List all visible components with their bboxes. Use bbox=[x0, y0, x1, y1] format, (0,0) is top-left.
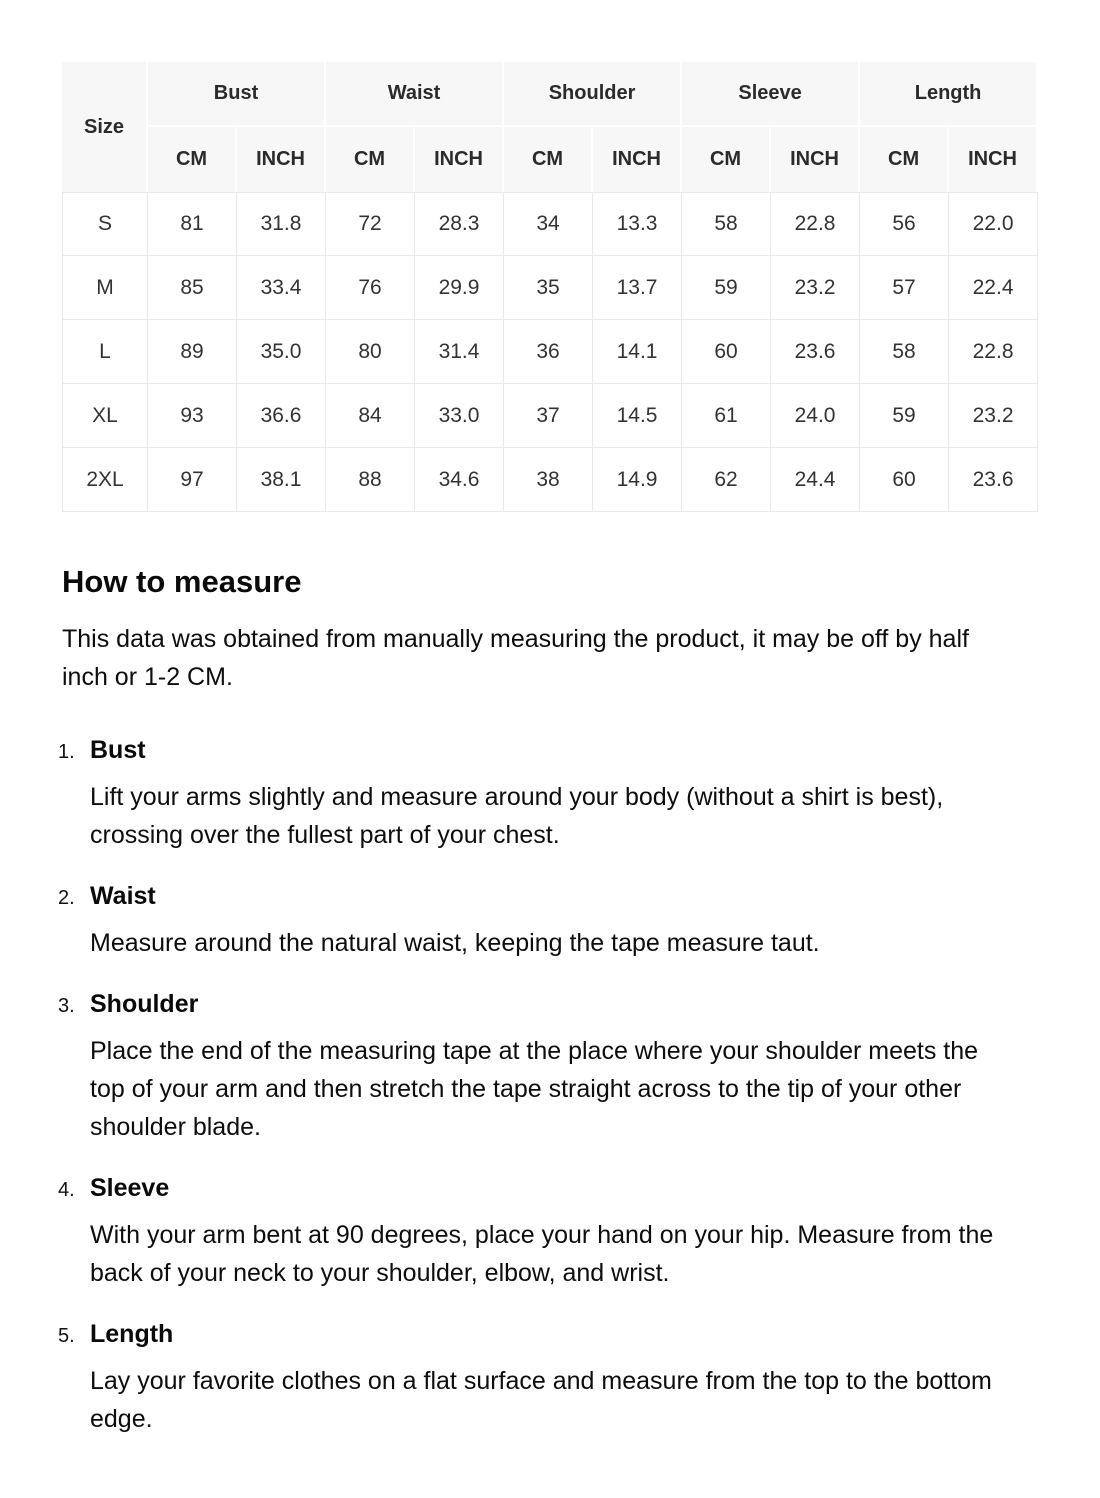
intro-text: This data was obtained from manually measuring the product, it may be off by half inch or 1-2 CM. bbox=[62, 625, 969, 691]
step-description: Lay your favorite clothes on a flat surface and measure from the top to the bottom edge. bbox=[90, 1367, 992, 1433]
size-chart-body bbox=[62, 192, 1038, 512]
measurement-cell: 22.0 bbox=[949, 192, 1038, 256]
size-cell: S bbox=[62, 192, 148, 256]
unit-header-length-inch: INCH bbox=[949, 127, 1038, 192]
measurement-cell: 80 bbox=[326, 320, 415, 384]
measurement-cell: 88 bbox=[326, 448, 415, 512]
table-row-2xl bbox=[62, 448, 1038, 512]
size-cell: XL bbox=[62, 384, 148, 448]
unit-header-sleeve-cm: CM bbox=[682, 127, 771, 192]
step-heading bbox=[58, 736, 1038, 765]
measurement-cell: 62 bbox=[682, 448, 771, 512]
measurement-cell: 22.8 bbox=[771, 192, 860, 256]
step-heading bbox=[58, 1320, 1038, 1349]
unit-header-bust-cm: CM bbox=[148, 127, 237, 192]
unit-header-waist-cm: CM bbox=[326, 127, 415, 192]
measurement-cell: 34.6 bbox=[415, 448, 504, 512]
measurement-cell: 84 bbox=[326, 384, 415, 448]
step-heading bbox=[58, 1174, 1038, 1203]
size-cell: 2XL bbox=[62, 448, 148, 512]
step-title: Length bbox=[90, 1320, 174, 1348]
step-heading bbox=[58, 882, 1038, 911]
unit-header-sleeve-inch: INCH bbox=[771, 127, 860, 192]
section-title: How to measure bbox=[62, 564, 302, 599]
measurement-cell: 59 bbox=[682, 256, 771, 320]
size-cell: L bbox=[62, 320, 148, 384]
measurement-cell: 23.2 bbox=[949, 384, 1038, 448]
measurement-cell: 37 bbox=[504, 384, 593, 448]
measurement-cell: 38 bbox=[504, 448, 593, 512]
measurement-cell: 56 bbox=[860, 192, 949, 256]
measurement-cell: 31.4 bbox=[415, 320, 504, 384]
step-title: Shoulder bbox=[90, 990, 199, 1018]
step-title: Sleeve bbox=[90, 1174, 170, 1202]
measurement-cell: 24.4 bbox=[771, 448, 860, 512]
step-description: Lift your arms slightly and measure around your body (without a shirt is best), crossing over the fullest part of your chest. bbox=[90, 783, 944, 849]
measurement-cell: 33.0 bbox=[415, 384, 504, 448]
measure-steps-list bbox=[58, 736, 1038, 1438]
measurement-cell: 89 bbox=[148, 320, 237, 384]
measurement-cell: 93 bbox=[148, 384, 237, 448]
measurement-cell: 72 bbox=[326, 192, 415, 256]
measurement-cell: 14.9 bbox=[593, 448, 682, 512]
group-header-shoulder: Shoulder bbox=[504, 62, 682, 127]
measure-step-sleeve bbox=[58, 1174, 1038, 1292]
step-title: Bust bbox=[90, 736, 146, 764]
measurement-cell: 36 bbox=[504, 320, 593, 384]
measurement-cell: 14.5 bbox=[593, 384, 682, 448]
measurement-cell: 36.6 bbox=[237, 384, 326, 448]
measure-step-shoulder bbox=[58, 990, 1038, 1146]
step-number: 1. bbox=[58, 741, 75, 763]
measurement-cell: 59 bbox=[860, 384, 949, 448]
measure-step-length bbox=[58, 1320, 1038, 1438]
measurement-cell: 13.3 bbox=[593, 192, 682, 256]
measurement-cell: 23.6 bbox=[949, 448, 1038, 512]
group-header-bust: Bust bbox=[148, 62, 326, 127]
size-chart-table bbox=[62, 62, 1038, 512]
step-number: 5. bbox=[58, 1325, 75, 1347]
group-header-waist: Waist bbox=[326, 62, 504, 127]
how-to-measure-section bbox=[58, 564, 1038, 1438]
group-header-sleeve: Sleeve bbox=[682, 62, 860, 127]
table-row-s bbox=[62, 192, 1038, 256]
step-title: Waist bbox=[90, 882, 156, 910]
measurement-cell: 58 bbox=[860, 320, 949, 384]
measurement-cell: 81 bbox=[148, 192, 237, 256]
measurement-cell: 14.1 bbox=[593, 320, 682, 384]
measurement-cell: 57 bbox=[860, 256, 949, 320]
measurement-cell: 28.3 bbox=[415, 192, 504, 256]
measurement-cell: 61 bbox=[682, 384, 771, 448]
size-cell: M bbox=[62, 256, 148, 320]
unit-header-shoulder-cm: CM bbox=[504, 127, 593, 192]
measurement-cell: 38.1 bbox=[237, 448, 326, 512]
table-row-l bbox=[62, 320, 1038, 384]
measurement-cell: 58 bbox=[682, 192, 771, 256]
measurement-cell: 22.4 bbox=[949, 256, 1038, 320]
size-chart-header bbox=[62, 62, 1038, 192]
unit-row bbox=[62, 127, 1038, 192]
step-description: Place the end of the measuring tape at the place where your shoulder meets the top of your arm and then stretch the tape straight across to the tip of your other shoulder blade. bbox=[90, 1037, 979, 1141]
measurement-cell: 33.4 bbox=[237, 256, 326, 320]
size-column-header: Size bbox=[62, 62, 148, 192]
measurement-cell: 76 bbox=[326, 256, 415, 320]
unit-header-length-cm: CM bbox=[860, 127, 949, 192]
step-description: With your arm bent at 90 degrees, place your hand on your hip. Measure from the back of your neck to your shoulder, elbow, and wrist. bbox=[90, 1221, 994, 1287]
table-row-m bbox=[62, 256, 1038, 320]
step-number: 4. bbox=[58, 1179, 75, 1201]
unit-header-bust-inch: INCH bbox=[237, 127, 326, 192]
step-number: 3. bbox=[58, 995, 75, 1017]
measurement-cell: 35 bbox=[504, 256, 593, 320]
group-header-length: Length bbox=[860, 62, 1038, 127]
step-number: 2. bbox=[58, 887, 75, 909]
measurement-cell: 13.7 bbox=[593, 256, 682, 320]
unit-header-shoulder-inch: INCH bbox=[593, 127, 682, 192]
measurement-cell: 23.6 bbox=[771, 320, 860, 384]
measurement-cell: 35.0 bbox=[237, 320, 326, 384]
measure-step-waist bbox=[58, 882, 1038, 962]
measure-step-bust bbox=[58, 736, 1038, 854]
measurement-group-row bbox=[62, 62, 1038, 127]
measurement-cell: 24.0 bbox=[771, 384, 860, 448]
measurement-cell: 34 bbox=[504, 192, 593, 256]
measurement-cell: 60 bbox=[860, 448, 949, 512]
measurement-cell: 23.2 bbox=[771, 256, 860, 320]
measurement-cell: 29.9 bbox=[415, 256, 504, 320]
step-description: Measure around the natural waist, keeping the tape measure taut. bbox=[90, 929, 820, 957]
measurement-cell: 31.8 bbox=[237, 192, 326, 256]
measurement-cell: 60 bbox=[682, 320, 771, 384]
step-heading bbox=[58, 990, 1038, 1019]
measurement-cell: 97 bbox=[148, 448, 237, 512]
unit-header-waist-inch: INCH bbox=[415, 127, 504, 192]
table-row-xl bbox=[62, 384, 1038, 448]
measurement-cell: 85 bbox=[148, 256, 237, 320]
measurement-cell: 22.8 bbox=[949, 320, 1038, 384]
